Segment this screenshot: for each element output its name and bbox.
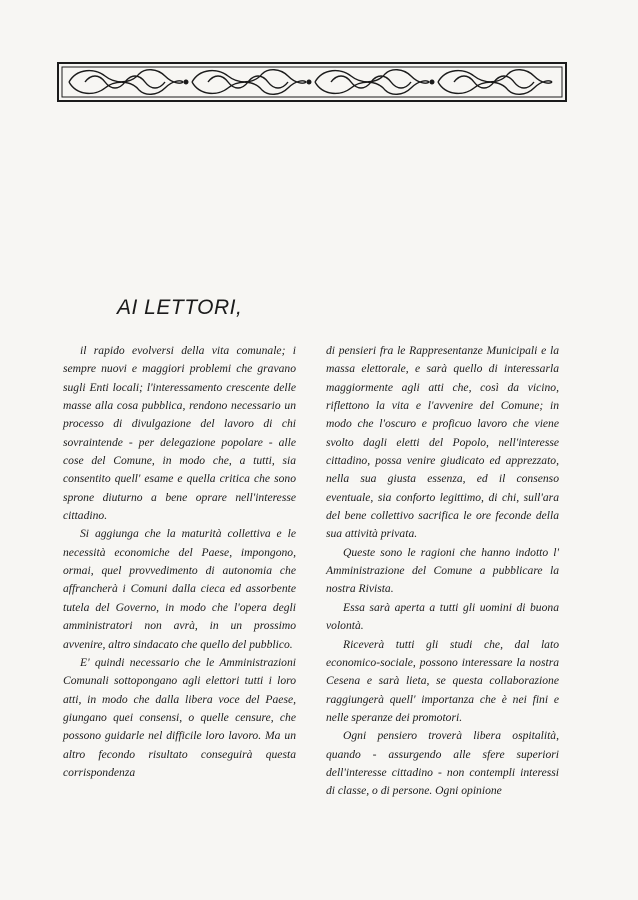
paragraph: Ogni pensiero troverà libera ospitalità, quando - assurgendo alle sfere superiori dell'interesse cittadino - non contempli interessi di classe, o di persone. Ogni opinione xyxy=(326,729,559,798)
paragraph: di pensieri fra le Rappresentanze Municipali e la massa elettorale, e sarà quello di interessarla maggiormente agli atti che, così da vicino, riflettono la vita e l'avvenire del Comune; in modo che l'oscuro e proficuo lavoro che viene svolto dagli eletti del Popolo, nell'interesse cittadino, possa venire giudicato ed apprezzato, nella sua giusta essenza, ed il consenso eventuale, sia conforto legittimo, di chi, sull'ara del bene collettivo sacrifica le ore feconde della sua attività privata. xyxy=(326,344,559,541)
paragraph: Essa sarà aperta a tutti gli uomini di buona volontà. xyxy=(326,600,559,633)
page-title: AI LETTORI, xyxy=(117,296,243,319)
decorative-header-band-icon xyxy=(57,62,567,102)
paragraph: E' quindi necessario che le Amministrazioni Comunali sottopongano agli elettori tutti i loro atti, in modo che dalla libera voce del Paese, giungano quei consensi, o quelle censure, che possono guidarle nel difficile loro lavoro. Ma un altro fecondo risultato conseguirà questa corrispondenza xyxy=(63,655,296,779)
paragraph: il rapido evolversi della vita comunale; i sempre nuovi e maggiori problemi che gravano sugli Enti locali; l'interessamento crescente delle masse alla cosa pubblica, rendono necessario un processo di divulgazione del lavoro di chi sovraintende - per delegazione popolare - alle cose del Comune, in modo che, a tutti, sia consentito quell' esame e quella critica che sono sprone diuturno a bene oprare nell'interesse cittadino. xyxy=(63,344,296,523)
right-text-column xyxy=(326,342,559,801)
left-text-column xyxy=(63,342,296,782)
paragraph: Queste sono le ragioni che hanno indotto l' Amministrazione del Comune a pubblicare la nostra Rivista. xyxy=(326,545,559,596)
paragraph: Si aggiunga che la maturità collettiva e le necessità economiche del Paese, impongono, ormai, quel provvedimento di autonomia che affrancherà i Comuni dalla cieca ed assorbente tutela del Governo, in modo che l'opera degli amministratori non avrà, in un prossimo avvenire, altro sindacato che quello del pubblico. xyxy=(63,527,296,651)
paragraph: Riceverà tutti gli studi che, dal lato economico-sociale, possono interessare la nostra Cesena e sarà lieta, se questa collaborazione raggiungerà quell' importanza che è nei fini e nelle speranze dei promotori. xyxy=(326,637,559,724)
